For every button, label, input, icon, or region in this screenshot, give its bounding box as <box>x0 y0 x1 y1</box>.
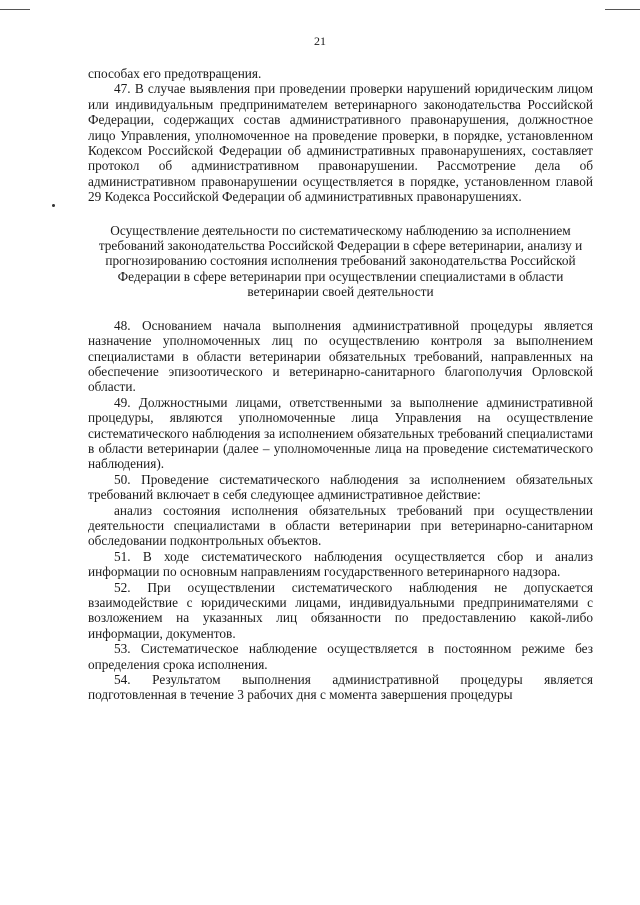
scan-mark-left <box>0 9 30 10</box>
paragraph-50: 50. Проведение систематического наблюдения за исполнением обязательных требований включает в себя следующее административное действие: <box>88 471 593 503</box>
paragraph-54: 54. Результатом выполнения административной процедуры является подготовленная в течение 3 рабочих дня с момента завершения процедуры <box>88 672 593 703</box>
paragraph-49: 49. Должностными лицами, ответственными за выполнение административной процедуры, являются уполномоченные лица Управления на осуществление систематического наблюдения за исполнением обязательных требований специалистами в области ветеринарии (далее – уполномоченные лица на проведение систематического наблюдения). <box>88 394 593 472</box>
top-scan-marks <box>0 0 640 14</box>
paragraph-53: 53. Систематическое наблюдение осуществляется в постоянном режиме без определения срока исполнения. <box>88 641 593 672</box>
scan-mark-right <box>605 9 640 10</box>
paragraph-47: 47. В случае выявления при проведении проверки нарушений юридическим лицом или индивидуальным предпринимателем ветеринарного законодательства Российской Федерации, содержащих состав административного правонарушения, должностное лицо Управления, уполномоченное на проведение проверки, в порядке, установленном Кодексом Российской Федерации об административных правонарушениях, составляет протокол об административном правонарушении. Рассмотрение дела об административном правонарушении осуществляется в порядке, установленном главой 29 Кодекса Российской Федерации об административных правонарушениях. <box>88 81 593 205</box>
page-number: 21 <box>314 34 326 48</box>
section-heading: Осуществление деятельности по систематическому наблюдению за исполнением требований законодательства Российской Федерации в сфере ветеринарии, анализу и прогнозированию состояния исполнения требований законодательства Российской Федерации в сфере ветеринарии при осуществлении специалистами в области ветеринарии своей деятельности <box>98 222 583 300</box>
paragraph-51: 51. В ходе систематического наблюдения осуществляется сбор и анализ информации по основным направлениям государственного ветеринарного надзора. <box>88 548 593 580</box>
paragraph-continuation: способах его предотвращения. <box>88 66 262 81</box>
paragraph-48: 48. Основанием начала выполнения административной процедуры является назначение уполномоченных лиц по осуществлению контроля за выполнением специалистами в области ветеринарии обязательных требований, направленных на обеспечение эпизоотического и ветеринарно-санитарного благополучия Орловской области. <box>88 317 593 395</box>
scan-speck <box>52 204 55 207</box>
paragraph-52: 52. При осуществлении систематического наблюдения не допускается взаимодействие с юридическими лицами, индивидуальными предпринимателями с возложением на указанных лиц обязанности по предоставлению какой-либо информации, документов. <box>88 579 593 641</box>
paragraph-50-action: анализ состояния исполнения обязательных требований при осуществлении деятельности специалистами в области ветеринарии при ветеринарно-санитарном обследовании подконтрольных объектов. <box>88 502 593 549</box>
document-body <box>88 66 593 703</box>
